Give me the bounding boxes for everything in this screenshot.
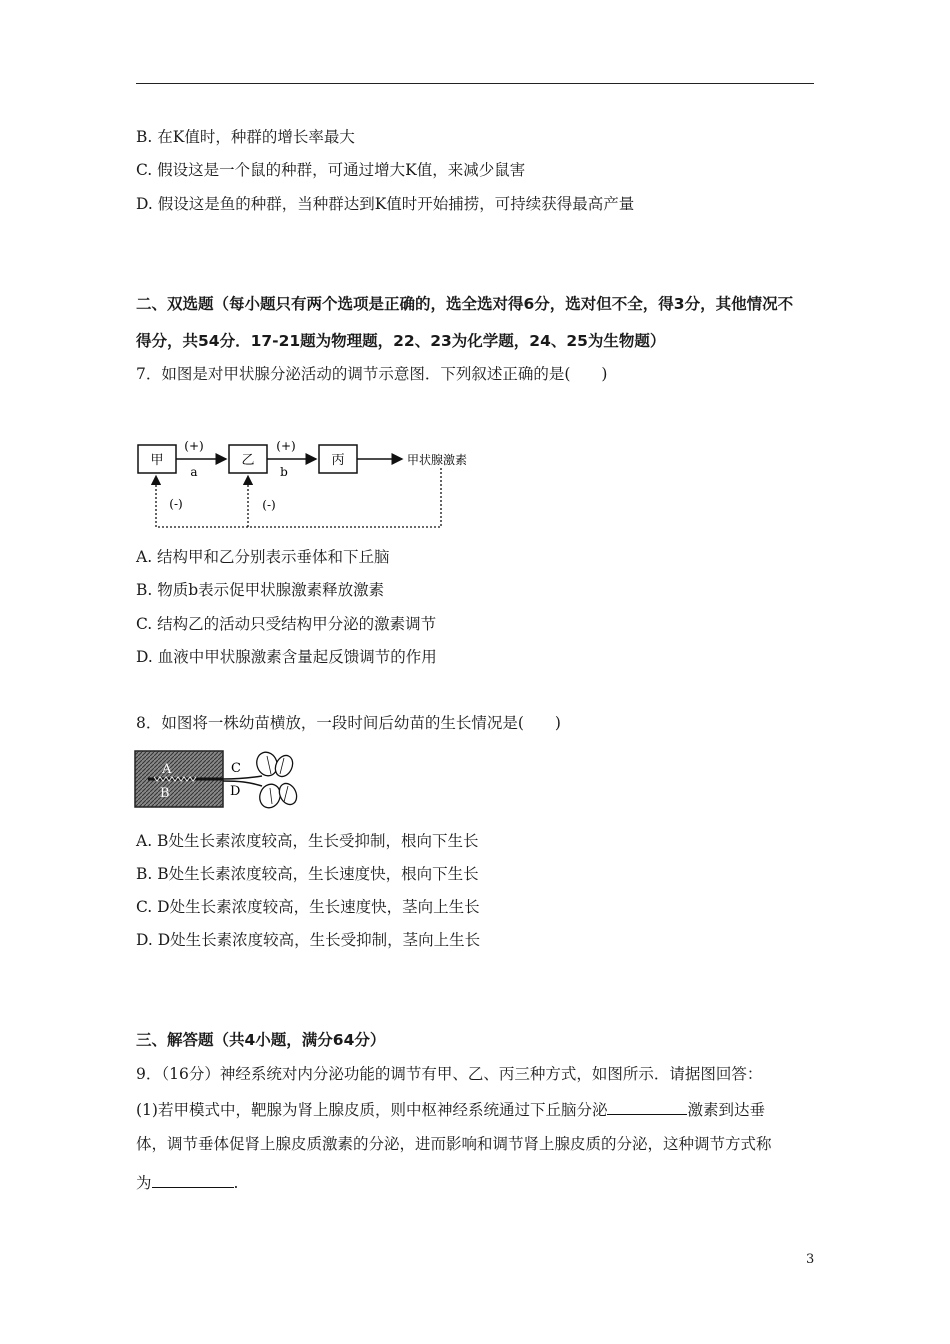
q6-option-b: B. 在K值时，种群的增长率最大 — [136, 128, 355, 146]
q9-part1-text-b: 激素到达垂 — [687, 1101, 765, 1119]
sign-plus-2: (+) — [276, 439, 296, 453]
section2-heading-line2: 得分，共54分．17-21题为物理题，22、23为化学题，24、25为生物题） — [136, 332, 666, 350]
thyroid-hormone-label: 甲状腺激素 — [407, 453, 468, 467]
label-b: B — [160, 786, 170, 801]
seedling-figure — [134, 748, 300, 812]
answer-blank-1[interactable] — [607, 1098, 687, 1115]
header-rule — [136, 83, 814, 84]
q9-part1-line3-suffix: . — [233, 1174, 239, 1192]
q7-option-c: C. 结构乙的活动只受结构甲分泌的激素调节 — [136, 615, 437, 633]
q8-stem: 8．如图将一株幼苗横放，一段时间后幼苗的生长情况是( ) — [136, 714, 561, 732]
thyroid-regulation-diagram — [130, 428, 490, 538]
q6-option-d: D. 假设这是鱼的种群，当种群达到K值时开始捕捞，可持续获得最高产量 — [136, 195, 635, 213]
q7-option-b: B. 物质b表示促甲状腺激素释放激素 — [136, 581, 385, 599]
q7-option-d: D. 血液中甲状腺激素含量起反馈调节的作用 — [136, 648, 437, 666]
substance-b: b — [280, 465, 288, 479]
label-d: D — [230, 784, 241, 799]
box-bing-label: 丙 — [331, 453, 345, 468]
q8-option-d: D. D处生长素浓度较高，生长受抑制，茎向上生长 — [136, 931, 481, 949]
q8-option-c: C. D处生长素浓度较高，生长速度快，茎向上生长 — [136, 898, 480, 916]
label-a: A — [162, 762, 172, 777]
q8-option-a: A. B处生长素浓度较高，生长受抑制，根向下生长 — [136, 832, 479, 850]
q6-option-c: C. 假设这是一个鼠的种群，可通过增大K值，来减少鼠害 — [136, 161, 526, 179]
q9-part1-line3-prefix: 为 — [136, 1174, 152, 1192]
q9-part1-line1 — [136, 1098, 765, 1120]
section2-heading-line1: 二、双选题（每小题只有两个选项是正确的，选全选对得6分，选对但不全，得3分，其他情况不 — [136, 295, 794, 313]
q9-part1-line2: 体，调节垂体促肾上腺皮质激素的分泌，进而影响和调节肾上腺皮质的分泌，这种调节方式称 — [136, 1135, 772, 1153]
q9-part1-line3 — [136, 1171, 238, 1193]
q9-part1-text-a: (1)若甲模式中，靶腺为肾上腺皮质，则中枢神经系统通过下丘脑分泌 — [136, 1101, 608, 1119]
q9-stem: 9．（16分）神经系统对内分泌功能的调节有甲、乙、丙三种方式，如图所示．请据图回答： — [136, 1065, 763, 1083]
answer-blank-2[interactable] — [152, 1171, 234, 1188]
feedback-minus-1: (-) — [169, 497, 183, 511]
label-c: C — [231, 761, 241, 776]
substance-a: a — [190, 465, 198, 479]
page-number: 3 — [806, 1252, 815, 1267]
seedling-leaves — [253, 749, 299, 810]
box-yi-label: 乙 — [241, 453, 255, 468]
box-jia-label: 甲 — [150, 453, 164, 468]
q7-option-a: A. 结构甲和乙分别表示垂体和下丘脑 — [136, 548, 390, 566]
section3-heading: 三、解答题（共4小题，满分64分） — [136, 1031, 386, 1049]
sign-plus-1: (+) — [184, 439, 204, 453]
q8-option-b: B. B处生长素浓度较高，生长速度快，根向下生长 — [136, 865, 479, 883]
feedback-minus-2: (-) — [262, 498, 276, 512]
q7-stem: 7．如图是对甲状腺分泌活动的调节示意图．下列叙述正确的是( ) — [136, 365, 608, 383]
